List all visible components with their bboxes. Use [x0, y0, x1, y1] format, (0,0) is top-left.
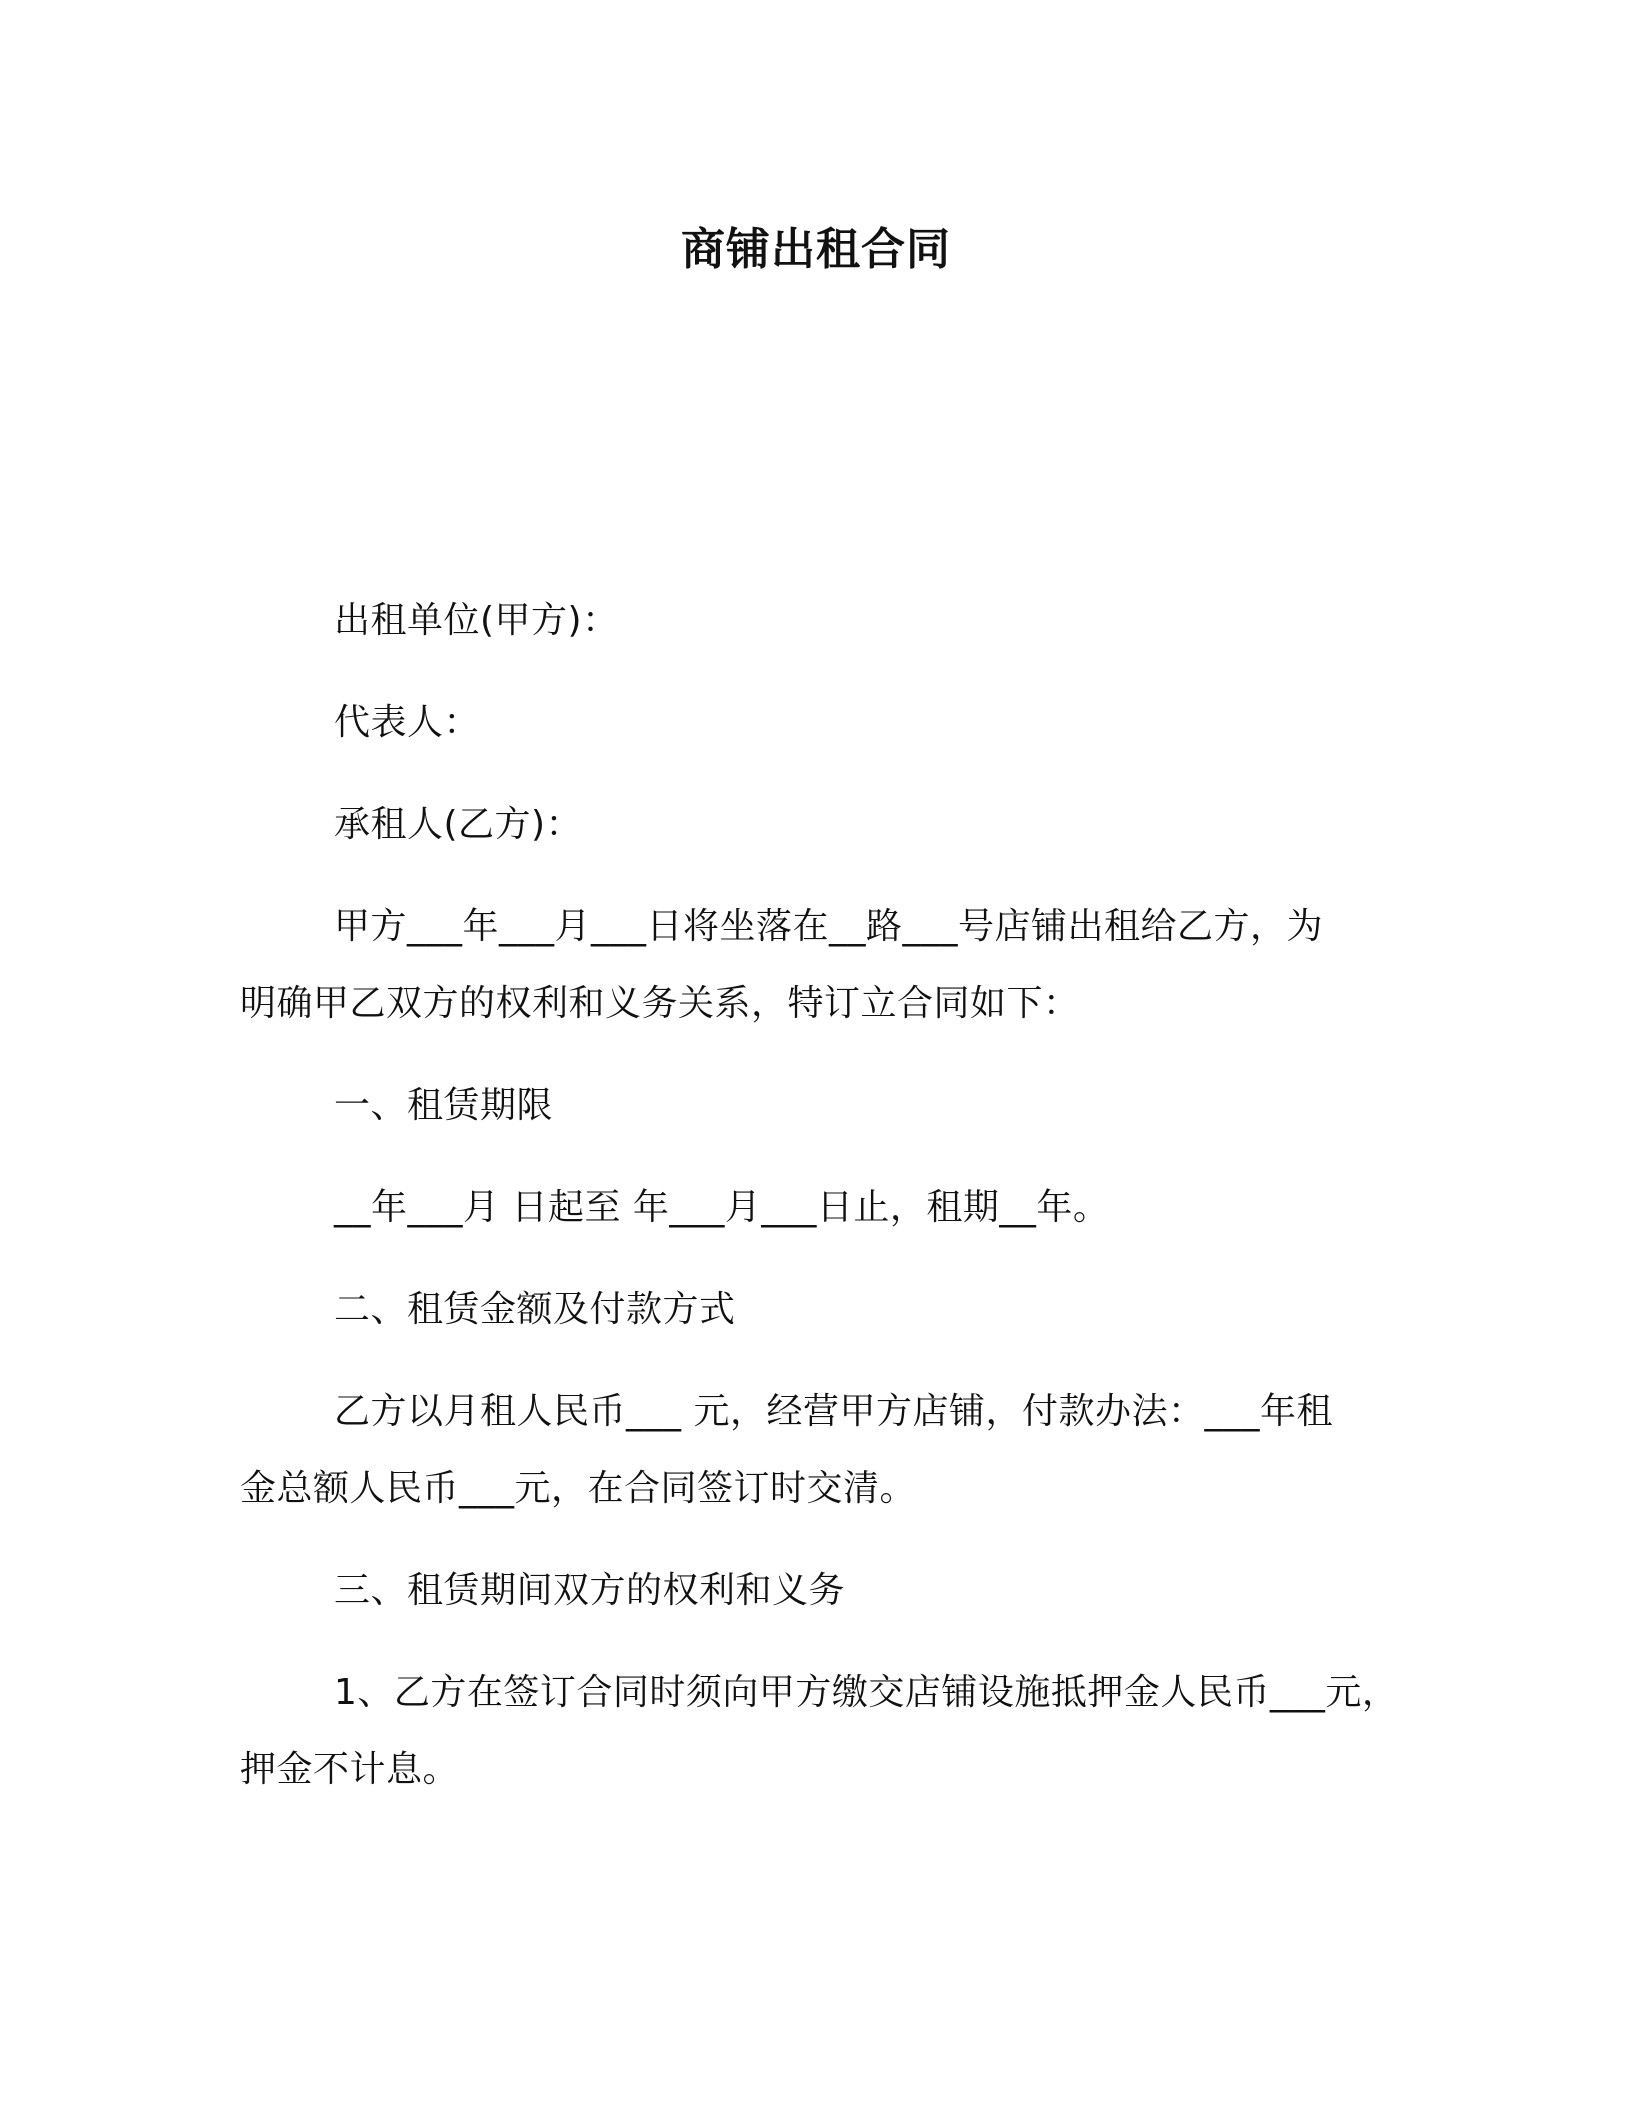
preamble-line-1: 甲方___年___月___日将坐落在__路___号店铺出租给乙方，为: [334, 906, 1324, 947]
preamble-line-2: 明确甲乙双方的权利和义务关系，特订立合同如下：: [240, 983, 1080, 1024]
section-1-heading: 一、租赁期限: [334, 1085, 554, 1126]
section-2-text-line-2: 金总额人民币___元，在合同签订时交清。: [240, 1468, 917, 1509]
document-title: 商铺出租合同: [681, 224, 951, 275]
representative-line: 代表人：: [334, 702, 481, 743]
clause-1-line-1: 1、乙方在签订合同时须向甲方缴交店铺设施抵押金人民币___元，: [334, 1672, 1399, 1713]
lessor-line: 出租单位(甲方)：: [334, 600, 619, 641]
section-1-text: __年___月 日起至 年___月___日止，租期__年。: [334, 1187, 1110, 1228]
section-3-heading: 三、租赁期间双方的权利和义务: [334, 1570, 846, 1611]
section-2-text-line-1: 乙方以月租人民币___ 元，经营甲方店铺，付款办法：___年租: [334, 1391, 1333, 1432]
clause-1-line-2: 押金不计息。: [240, 1749, 460, 1790]
lessee-line: 承租人(乙方)：: [334, 804, 583, 845]
section-2-heading: 二、租赁金额及付款方式: [334, 1289, 736, 1330]
